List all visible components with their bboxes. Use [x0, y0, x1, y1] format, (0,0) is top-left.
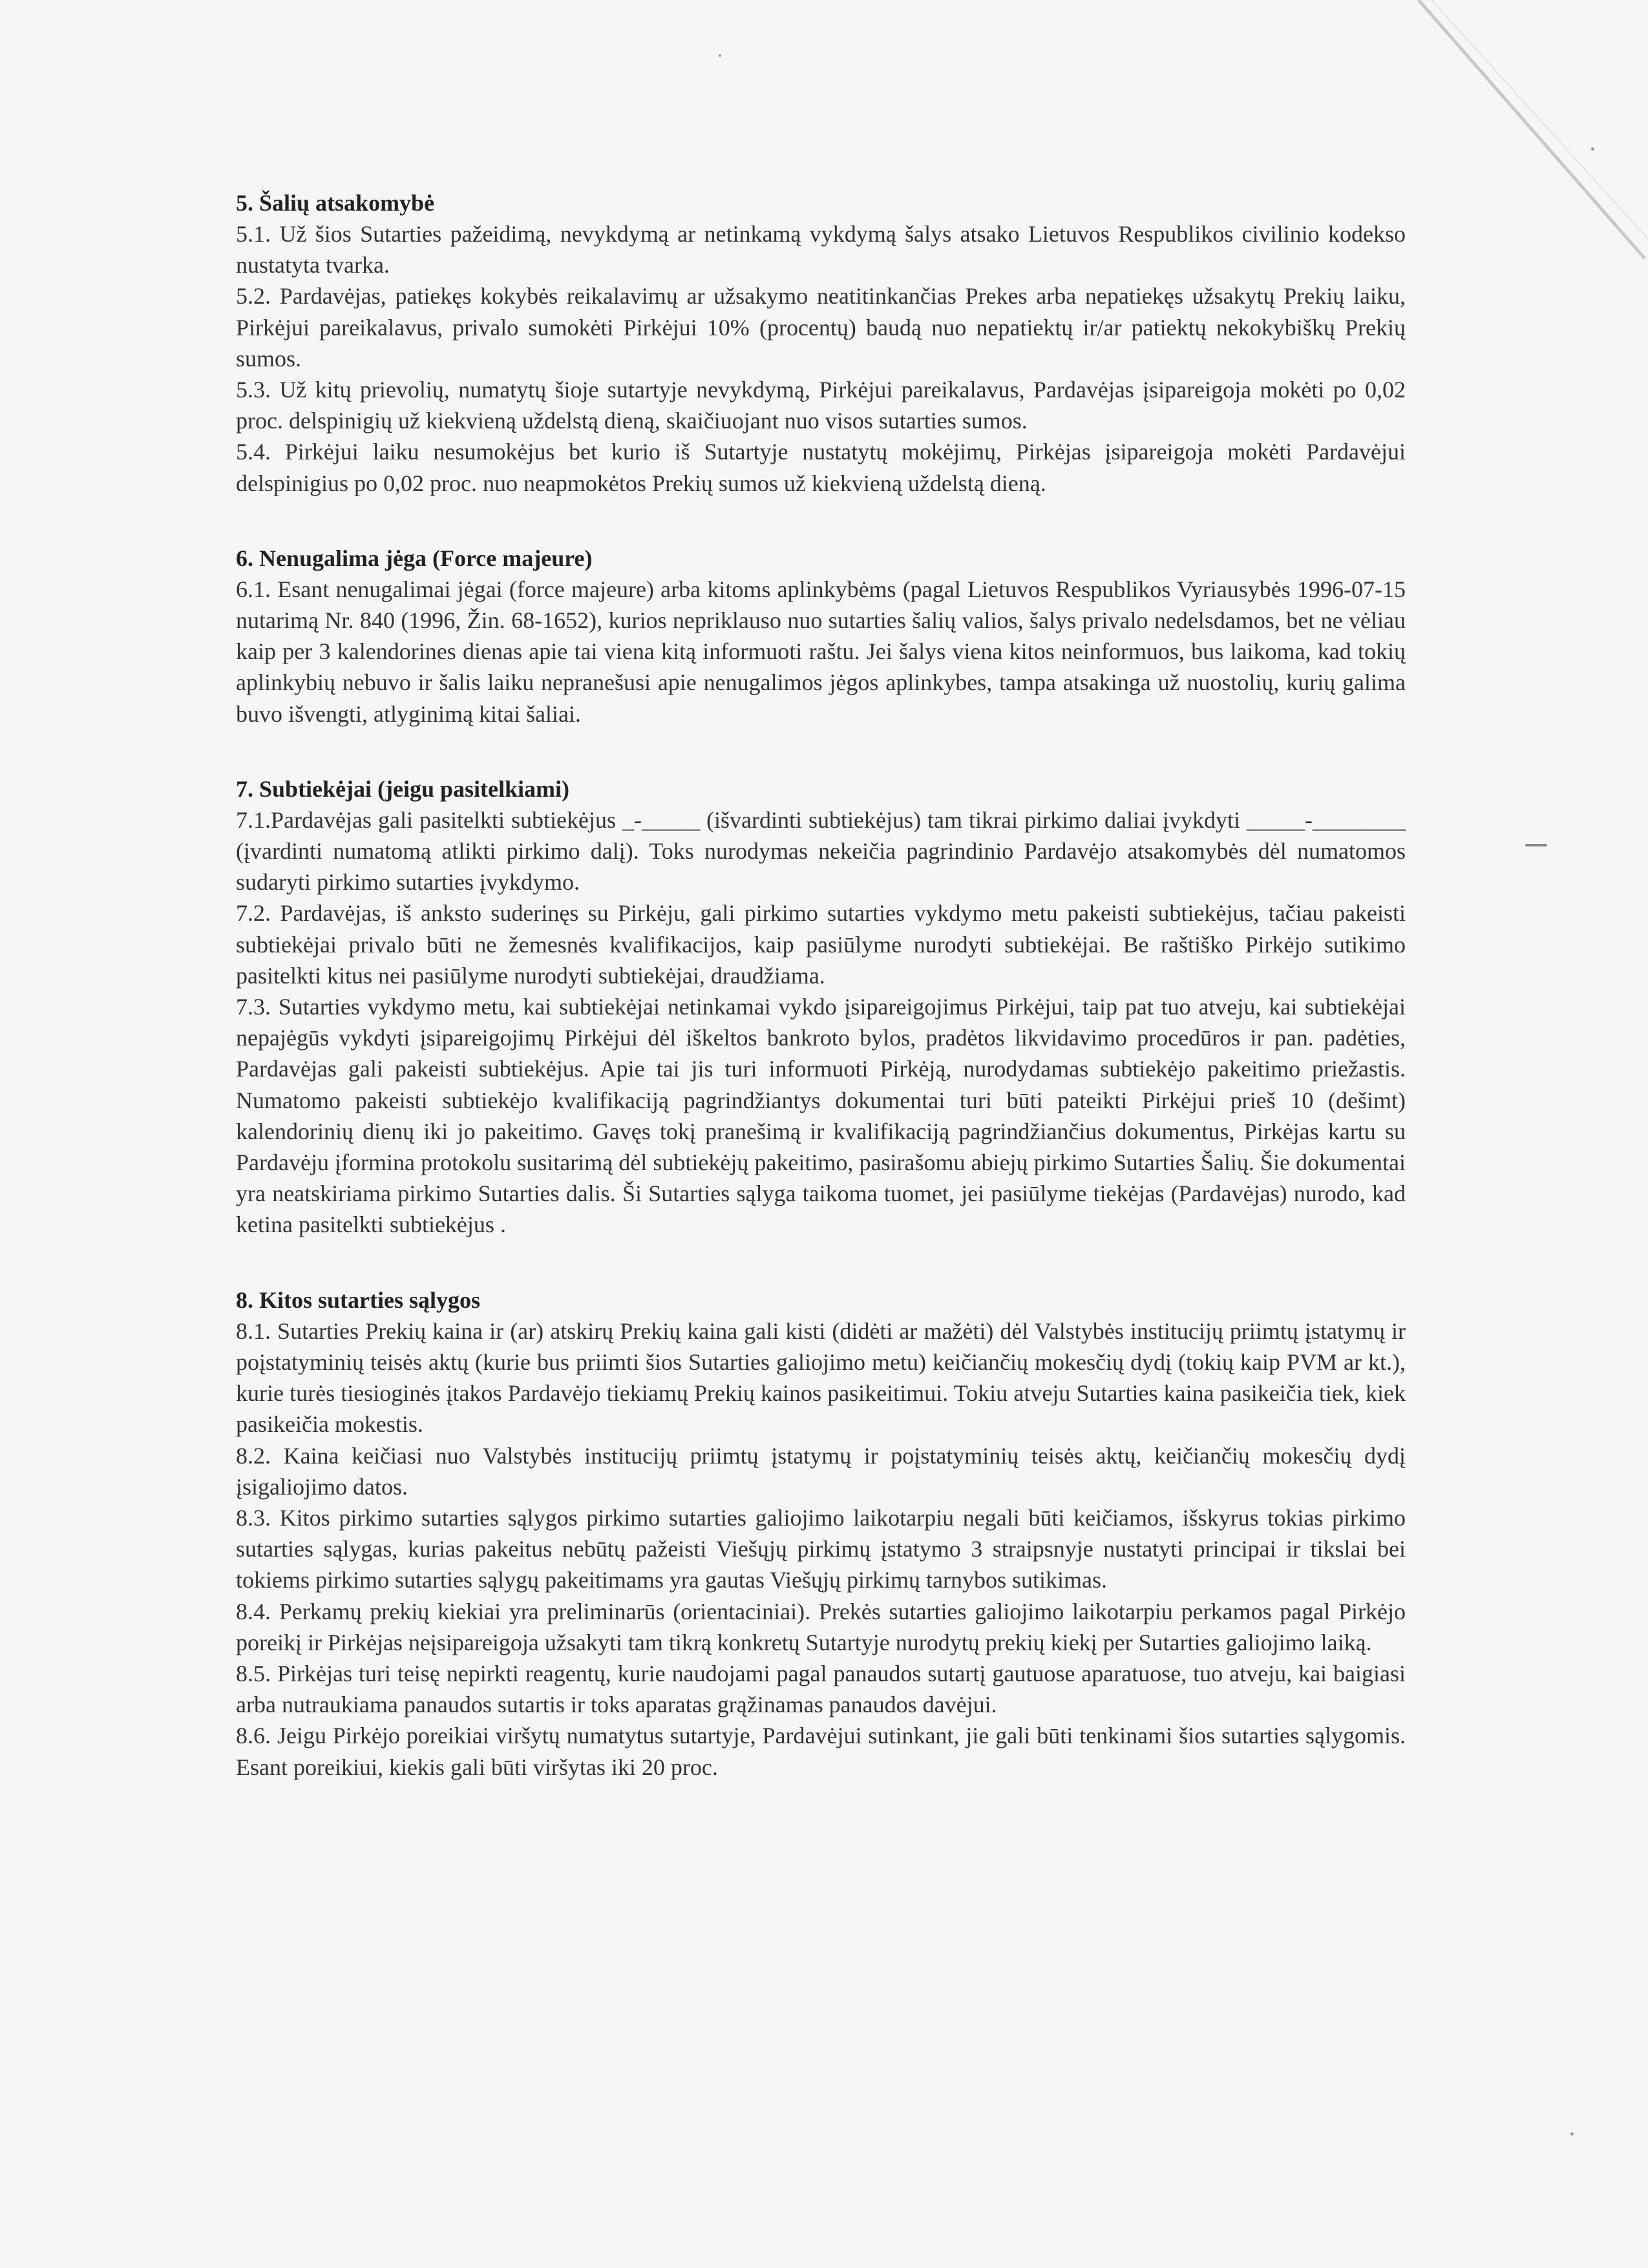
section-title: 5. Šalių atsakomybė	[236, 190, 435, 216]
clause-paragraph: 6.1. Esant nenugalimai jėgai (force majeure) arba kitoms aplinkybėms (pagal Lietuvos Respublikos Vyriausybės 1996-07-15 nutarimą Nr. 840 (1996, Žin. 68-1652), kurios nepriklauso nuo sutarties šalių valios, šalys privalo nedelsdamos, bet ne vėliau kaip per 3 kalendorines dienas apie tai viena kitą informuoti raštu. Jei šalys viena kitos neinformuos, bus laikoma, kad tokių aplinkybių nebuvo ir šalis laiku nepranešusi apie nenugalimos jėgos aplinkybes, tampa atsakinga už nuostolių, kurių galima buvo išvengti, atlyginimą kitai šaliai.	[236, 576, 1406, 727]
section-title: 7. Subtiekėjai (jeigu pasitelkiami)	[236, 775, 570, 802]
clause-paragraph: 8.6. Jeigu Pirkėjo poreikiai viršytų numatytus sutartyje, Pardavėjui sutinkant, jie gali būti tenkinami šios sutarties sąlygomis. Esant poreikiui, kiekis gali būti viršytas iki 20 proc.	[236, 1723, 1406, 1780]
clause-paragraph: 5.1. Už šios Sutarties pažeidimą, nevykdymą ar netinkamą vykdymą šalys atsako Lietuvos Respublikos civilinio kodekso nustatyta tvarka.	[236, 221, 1406, 278]
scan-speck	[1525, 844, 1547, 846]
section-title: 6. Nenugalima jėga (Force majeure)	[236, 545, 593, 571]
section-responsibility	[236, 187, 1406, 499]
clause-paragraph: 5.3. Už kitų prievolių, numatytų šioje sutartyje nevykdymą, Pirkėjui pareikalavus, Pardavėjas įsipareigoja mokėti po 0,02 proc. delspinigių už kiekvieną uždelstą dieną, skaičiuojant nuo visos sutarties sumos.	[236, 377, 1406, 434]
clause-paragraph: 5.2. Pardavėjas, patiekęs kokybės reikalavimų ar užsakymo neatitinkančias Prekes arba nepatiekęs užsakytų Prekių laiku, Pirkėjui pareikalavus, privalo sumokėti Pirkėjui 10% (procentų) baudą nuo nepatiektų ir/ar patiektų nekokybiškų Prekių sumos.	[236, 283, 1406, 372]
clause-paragraph: 7.3. Sutarties vykdymo metu, kai subtiekėjai netinkamai vykdo įsipareigojimus Pirkėjui, taip pat tuo atveju, kai subtiekėjai nepajėgūs vykdyti įsipareigojimų Pirkėjui dėl iškeltos bankroto bylos, pradėtos likvidavimo procedūros ir pan. padėties, Pardavėjas gali pakeisti subtiekėjus. Apie tai jis turi informuoti Pirkėją, nurodydamas subtiekėjo pakeitimo priežastis. Numatomo pakeisti subtiekėjo kvalifikaciją pagrindžiantys dokumentai turi būti pateikti Pirkėjui prieš 10 (dešimt) kalendorinių dienų iki jo pakeitimo. Gavęs tokį pranešimą ir kvalifikaciją pagrindžiančius dokumentus, Pirkėjas kartu su Pardavėju įformina protokolu susitarimą dėl subtiekėjų pakeitimo, pasirašomu abiejų pirkimo Sutarties Šalių. Šie dokumentai yra neatskiriama pirkimo Sutarties dalis. Ši Sutarties sąlyga taikoma tuomet, jei pasiūlyme tiekėjas (Pardavėjas) nurodo, kad ketina pasitelkti subtiekėjus .	[236, 994, 1406, 1238]
clause-paragraph: 8.4. Perkamų prekių kiekiai yra preliminarūs (orientaciniai). Prekės sutarties galiojimo laikotarpiu perkamos pagal Pirkėjo poreikį ir Pirkėjas neįsipareigoja užsakyti tam tikrą konkretų Sutartyje nurodytų prekių kiekį per Sutarties galiojimo laiką.	[236, 1598, 1406, 1655]
clause-paragraph: 8.2. Kaina keičiasi nuo Valstybės institucijų priimtų įstatymų ir poįstatyminių teisės aktų, keičiančių mokesčių dydį įsigaliojimo datos.	[236, 1442, 1406, 1500]
clause-paragraph: 8.3. Kitos pirkimo sutarties sąlygos pirkimo sutarties galiojimo laikotarpiu negali būti keičiamos, išskyrus tokias pirkimo sutarties sąlygas, kurias pakeitus nebūtų pažeisti Viešųjų pirkimų įstatymo 3 straipsnyje nustatyti principai ir tikslai bei tokiems pirkimo sutarties sąlygų pakeitimams yra gautas Viešųjų pirkimų tarnybos sutikimas.	[236, 1504, 1406, 1593]
section-other-conditions	[236, 1285, 1406, 1783]
scan-speck	[1591, 147, 1594, 151]
section-force-majeure	[236, 543, 1406, 730]
clause-paragraph: 8.1. Sutarties Prekių kaina ir (ar) atskirų Prekių kaina gali kisti (didėti ar mažėti) dėl Valstybės institucijų priimtų įstatymų ir poįstatyminių teisės aktų (kurie bus priimti šios Sutarties galiojimo metu) keičiančių mokesčių dydį (tokių kaip PVM ar kt.), kurie turės tiesioginės įtakos Pardavėjo tiekiamų Prekių kainos pasikeitimui. Tokiu atveju Sutarties kaina pasikeičia tiek, kiek pasikeičia mokestis.	[236, 1318, 1406, 1438]
section-subcontractors	[236, 773, 1406, 1241]
scan-speck	[1570, 2132, 1574, 2136]
scan-speck	[719, 54, 721, 57]
clause-paragraph: 7.2. Pardavėjas, iš anksto suderinęs su Pirkėju, gali pirkimo sutarties vykdymo metu pakeisti subtiekėjus, tačiau pakeisti subtiekėjai privalo būti ne žemesnės kvalifikacijos, kaip pasiūlyme nurodyti subtiekėjai. Be raštiško Pirkėjo sutikimo pasitelkti kitus nei pasiūlyme nurodyti subtiekėjai, draudžiama.	[236, 900, 1406, 989]
document-body	[236, 187, 1406, 1783]
clause-paragraph: 8.5. Pirkėjas turi teisę nepirkti reagentų, kurie naudojami pagal panaudos sutartį gautuose aparatuose, tuo atveju, kai baigiasi arba nutraukiama panaudos sutartis ir toks aparatas grąžinamas panaudos davėjui.	[236, 1660, 1406, 1718]
clause-paragraph: 7.1.Pardavėjas gali pasitelkti subtiekėjus _-_____ (išvardinti subtiekėjus) tam tikrai pirkimo daliai įvykdyti _____-________ (įvardinti numatomą atlikti pirkimo dalį). Toks nurodymas nekeičia pagrindinio Pardavėjo atsakomybės dėl numatomos sudaryti pirkimo sutarties įvykdymo.	[236, 806, 1406, 896]
section-title: 8. Kitos sutarties sąlygos	[236, 1286, 480, 1313]
clause-paragraph: 5.4. Pirkėjui laiku nesumokėjus bet kurio iš Sutartyje nustatytų mokėjimų, Pirkėjas įsipareigoja mokėti Pardavėjui delspinigius po 0,02 proc. nuo neapmokėtos Prekių sumos už kiekvieną uždelstą dieną.	[236, 439, 1406, 496]
